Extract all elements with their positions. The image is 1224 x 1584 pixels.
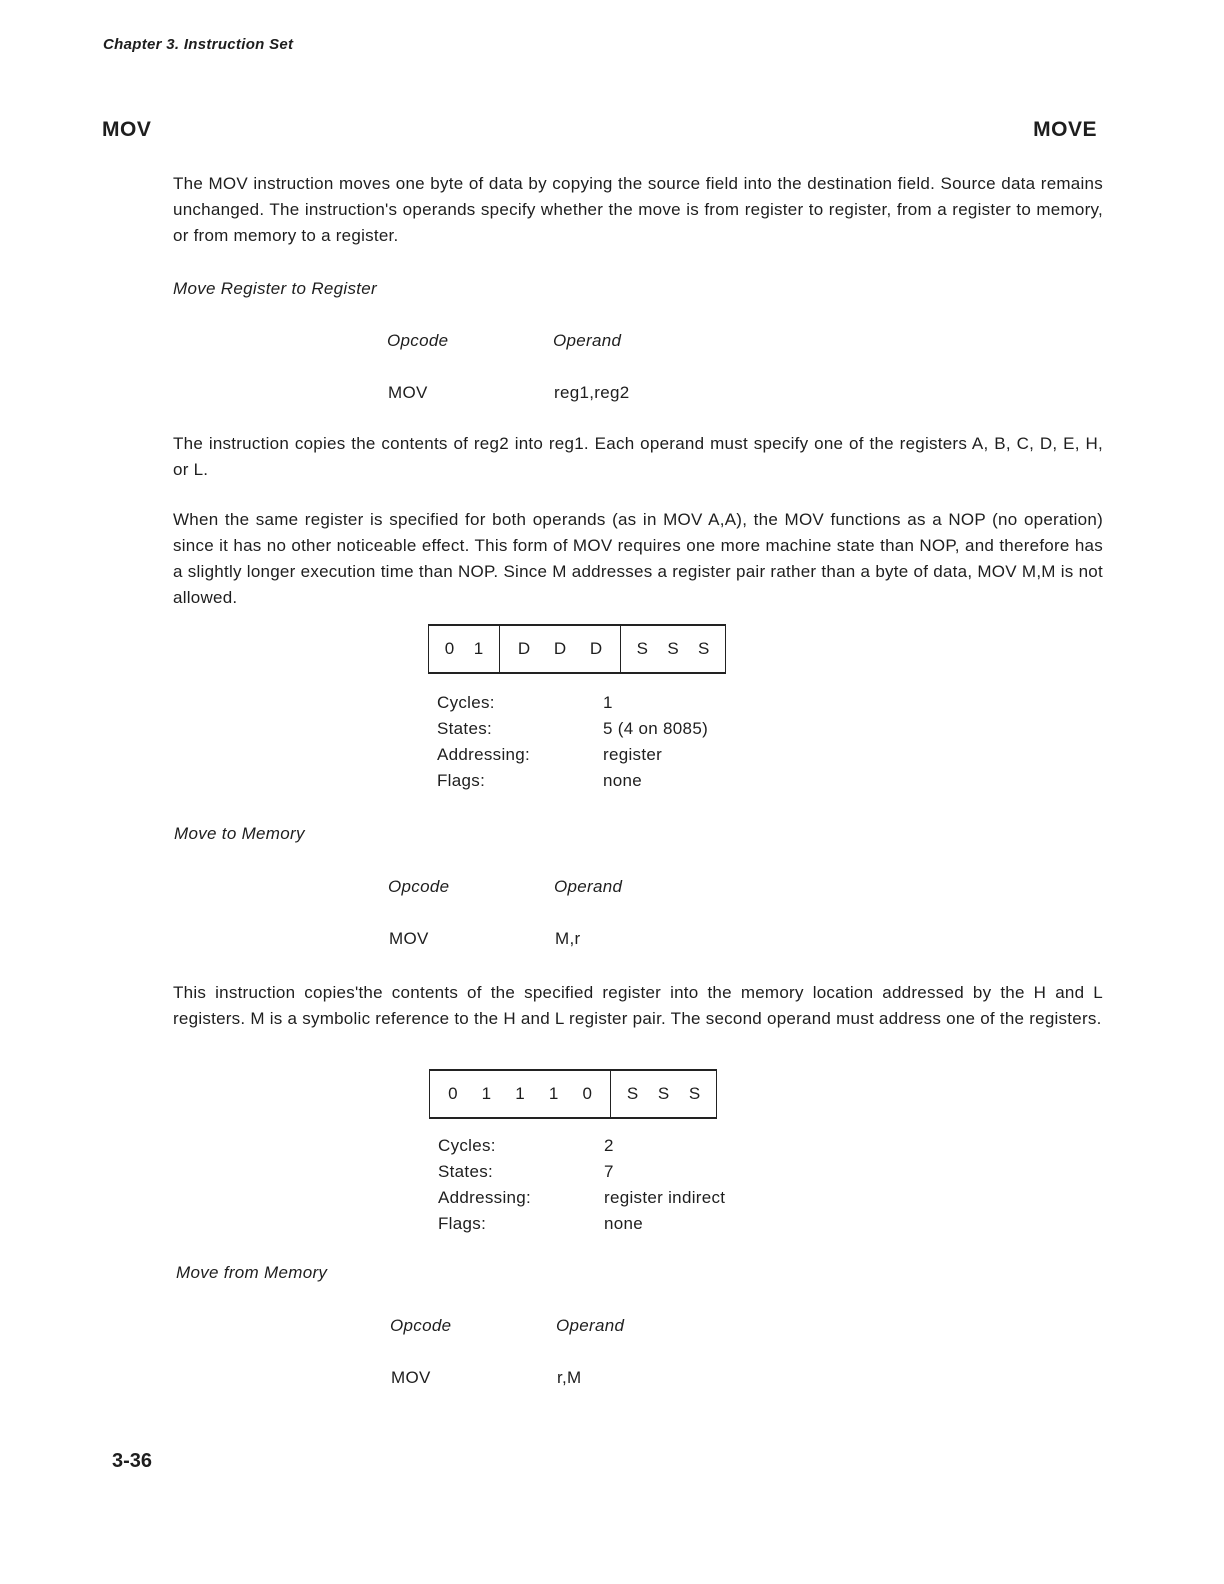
bit: S xyxy=(636,639,648,658)
operand-value: reg1,reg2 xyxy=(554,383,630,402)
bit: S xyxy=(626,1084,639,1103)
operand-value: r,M xyxy=(557,1368,582,1387)
opcode-column-header: Opcode xyxy=(390,1316,452,1335)
opcode-value: MOV xyxy=(391,1368,431,1387)
opcode-column-header: Opcode xyxy=(387,331,449,350)
spec-label: Cycles: xyxy=(437,693,495,712)
description-paragraph: When the same register is specified for both operands (as in MOV A,A), the MOV functions as a NOP (no operation) since it has no other noticeable effect. This form of MOV requires one more machine state than NOP, and therefore has a slightly longer execution time than NOP. Since M addresses a register pair rather than a byte of data, MOV M,M is not allowed. xyxy=(173,510,1103,607)
bit: D xyxy=(553,639,567,658)
bit: S xyxy=(697,639,710,658)
spec-value: register xyxy=(603,745,663,764)
running-head: Chapter 3. Instruction Set xyxy=(103,36,294,53)
bit-group-fixed xyxy=(429,626,499,672)
timing-specs xyxy=(437,690,708,794)
bit: D xyxy=(517,639,531,658)
bit-pattern-diagram xyxy=(428,624,726,674)
bit-pattern-diagram xyxy=(429,1069,717,1119)
bit: D xyxy=(589,639,603,658)
operand-column-header: Operand xyxy=(554,877,623,896)
spec-label: Flags: xyxy=(438,1214,487,1233)
spec-label: Addressing: xyxy=(437,745,531,764)
bit: 1 xyxy=(548,1084,559,1103)
opcode-column-header: Opcode xyxy=(388,877,450,896)
spec-label: Addressing: xyxy=(438,1188,532,1207)
bit: 0 xyxy=(448,1084,458,1103)
intro-paragraph: The MOV instruction moves one byte of data by copying the source field into the destination field. Source data remains unchanged. The instruction's operands specify whether the move is from register to register, from a register to memory, or from memory to a register. xyxy=(173,174,1103,245)
spec-value: 1 xyxy=(603,693,613,712)
bit-group-source xyxy=(620,626,725,672)
bit: S xyxy=(657,1084,670,1103)
section-heading-reg-to-reg: Move Register to Register xyxy=(173,279,378,298)
opcode-value: MOV xyxy=(388,383,428,402)
timing-specs xyxy=(438,1133,725,1237)
bit: 0 xyxy=(582,1084,592,1103)
bit-group-source xyxy=(610,1071,716,1117)
instruction-mnemonic: MOV xyxy=(102,118,152,141)
bit: S xyxy=(688,1084,701,1103)
spec-label: Cycles: xyxy=(438,1136,496,1155)
spec-value: register indirect xyxy=(604,1188,726,1207)
description-paragraph: This instruction copies'the contents of the specified register into the memory location addressed by the H and L registers. M is a symbolic reference to the H and L register pair. The second operand must address one of the registers. xyxy=(173,983,1103,1028)
instruction-name: MOVE xyxy=(1033,118,1097,141)
bit: 0 xyxy=(444,639,455,658)
spec-value: none xyxy=(603,771,643,790)
page-number: 3-36 xyxy=(112,1450,153,1472)
bit-group-fixed xyxy=(430,1071,610,1117)
description-paragraph: The instruction copies the contents of reg2 into reg1. Each operand must specify one of the registers A, B, C, D, E, H, or L. xyxy=(173,434,1103,479)
operand-column-header: Operand xyxy=(556,1316,625,1335)
bit: S xyxy=(667,639,679,658)
spec-label: States: xyxy=(438,1162,494,1181)
spec-value: 5 (4 on 8085) xyxy=(603,719,709,738)
operand-column-header: Operand xyxy=(553,331,622,350)
opcode-value: MOV xyxy=(389,929,429,948)
spec-label: Flags: xyxy=(437,771,486,790)
section-heading-from-memory: Move from Memory xyxy=(176,1263,328,1282)
section-heading-to-memory: Move to Memory xyxy=(174,824,305,843)
spec-value: none xyxy=(604,1214,644,1233)
bit: 1 xyxy=(481,1084,492,1103)
spec-value: 2 xyxy=(604,1136,614,1155)
spec-value: 7 xyxy=(604,1162,614,1181)
operand-value: M,r xyxy=(555,929,581,948)
spec-label: States: xyxy=(437,719,493,738)
bit: 1 xyxy=(515,1084,525,1103)
bit: 1 xyxy=(473,639,484,658)
bit-group-destination xyxy=(499,626,620,672)
